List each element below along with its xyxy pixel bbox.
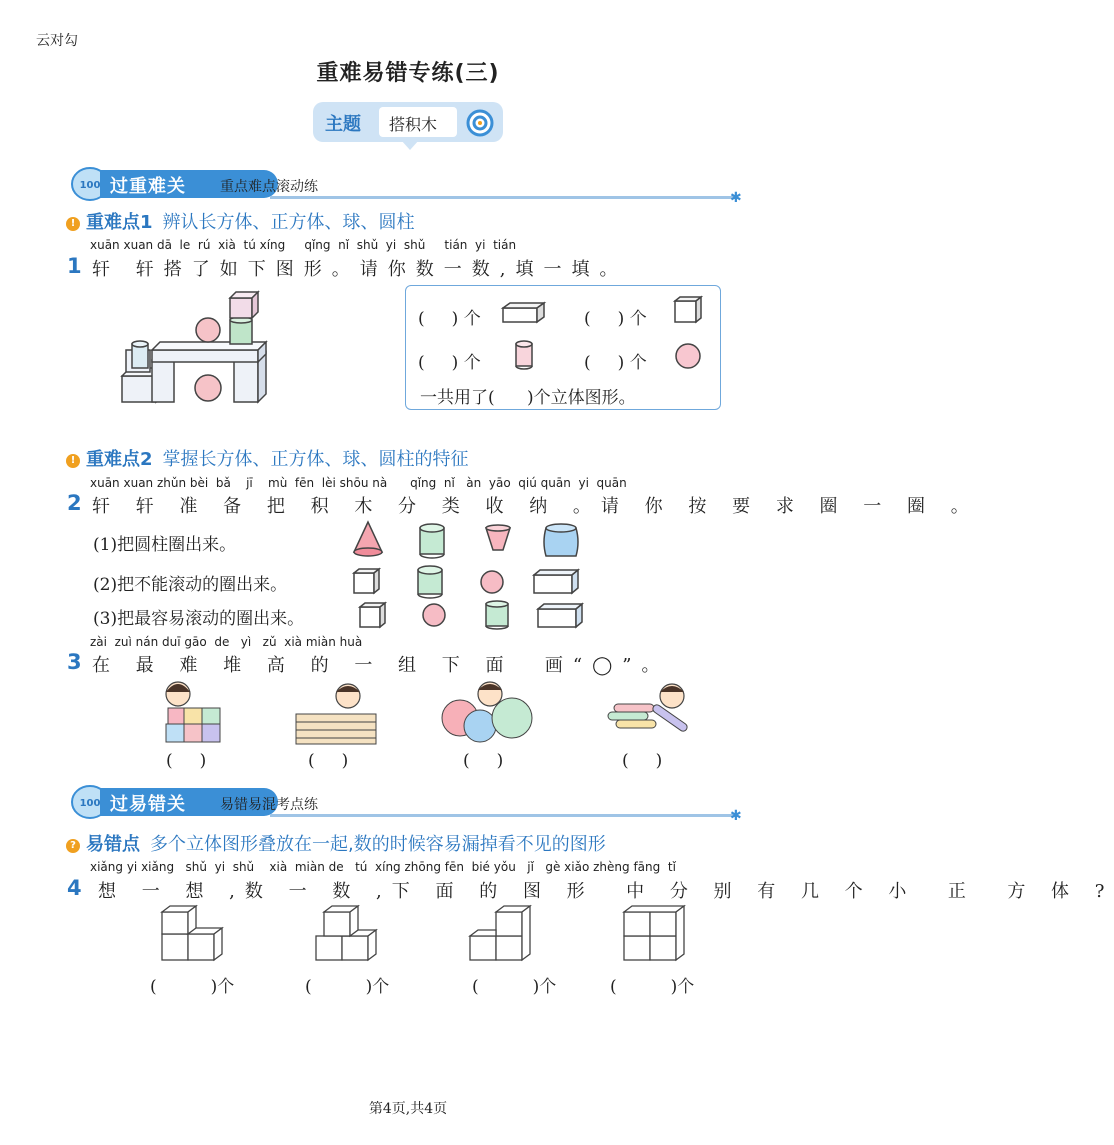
- topic-label: 主题: [325, 114, 361, 135]
- bullet-icon: !: [66, 454, 80, 468]
- key-point-1: [66, 208, 415, 234]
- ball-icon: [674, 342, 702, 370]
- answer-blank: ( ): [463, 751, 504, 771]
- shapes-row-2: [350, 562, 590, 598]
- answer-cuboid: ( ) 个: [418, 309, 481, 329]
- question-number: 1: [67, 254, 82, 278]
- question-text: 轩 轩搭了如下图形。请你数一数,填一填。: [92, 259, 628, 280]
- sub-question-1: (1)把圆柱圈出来。: [93, 535, 237, 555]
- page-footer: 第4页,共4页: [368, 1101, 448, 1117]
- topic-tail: [401, 140, 419, 150]
- cylinder-icon: [514, 340, 534, 370]
- stacking-pictures: [150, 678, 710, 748]
- shapes-row-1: [350, 520, 590, 560]
- section-header-key: [70, 168, 750, 204]
- section-divider: [270, 814, 738, 817]
- svg-text:100: 100: [79, 798, 101, 809]
- topic-value: 搭积木: [389, 115, 438, 134]
- answer-ball: ( ) 个: [584, 353, 647, 373]
- answer-blank: ( )个: [610, 977, 695, 997]
- point-label: 易错点: [86, 834, 140, 855]
- answer-blank: ( ): [622, 751, 663, 771]
- question-pinyin: zài zuì nán duī gāo de yì zǔ xià miàn huà: [90, 635, 363, 649]
- cube-icon: [674, 296, 702, 324]
- star-icon: ✱: [730, 808, 742, 824]
- answer-cylinder: ( ) 个: [418, 353, 481, 373]
- target-icon: [465, 108, 495, 138]
- point-label: 重难点1: [86, 212, 153, 233]
- sub-question-2: (2)把不能滚动的圈出来。: [93, 575, 288, 595]
- answer-blank: ( ): [166, 751, 207, 771]
- section-divider: [270, 196, 738, 199]
- section-name: 过易错关: [110, 794, 186, 815]
- sub-question-3: (3)把最容易滚动的圈出来。: [93, 609, 305, 629]
- brand-name: 云对勾: [36, 33, 78, 49]
- question-pinyin: xuān xuan zhǔn bèi bǎ jī mù fēn lèi shōu nà qǐng nǐ àn yāo qiú quān yi quān: [90, 476, 627, 490]
- answer-blank: ( ): [308, 751, 349, 771]
- section-name: 过重难关: [110, 176, 186, 197]
- point-label: 重难点2: [86, 449, 153, 470]
- question-number: 3: [67, 650, 82, 674]
- bullet-icon: ?: [66, 839, 80, 853]
- question-pinyin: xiǎng yi xiǎng shǔ yi shǔ xià miàn de tú xíng zhōng fēn bié yǒu jǐ gè xiǎo zhèng fāng tǐ: [90, 860, 676, 874]
- answer-box: [405, 285, 721, 410]
- answer-blank: ( )个: [305, 977, 390, 997]
- question-number: 2: [67, 491, 82, 515]
- answer-blank: ( )个: [472, 977, 557, 997]
- point-desc: 多个立体图形叠放在一起,数的时候容易漏掉看不见的图形: [150, 834, 606, 855]
- section-header-error: [70, 786, 750, 822]
- key-point-2: [66, 445, 469, 471]
- section-subtitle: 易错易混考点练: [220, 797, 318, 813]
- answer-blank: ( )个: [150, 977, 235, 997]
- question-text: 轩 轩 准 备 把 积 木 分 类 收 纳 。请 你 按 要 求 圈 一 圈 。: [92, 496, 979, 517]
- point-desc: 掌握长方体、正方体、球、圆柱的特征: [162, 449, 469, 470]
- topic-banner: [313, 102, 503, 142]
- answer-cube: ( ) 个: [584, 309, 647, 329]
- question-number: 4: [67, 876, 82, 900]
- cube-stacks: [158, 902, 698, 964]
- question-pinyin: xuān xuan dā le rú xià tú xíng qǐng nǐ shǔ yi shǔ tián yi tián: [90, 238, 517, 252]
- answer-total: 一共用了( )个立体图形。: [420, 388, 636, 408]
- svg-text:100: 100: [79, 180, 101, 191]
- star-icon: ✱: [730, 190, 742, 206]
- cuboid-icon: [502, 302, 546, 324]
- question-text: 想 一 想 ,数 一 数 ,下 面 的 图 形 中 分 别 有 几 个 小 正 方 体 ?: [98, 881, 1114, 902]
- section-subtitle: 重点难点滚动练: [220, 179, 318, 195]
- bullet-icon: !: [66, 217, 80, 231]
- error-point: [66, 830, 606, 856]
- page-title: 重难易错专练(三): [316, 61, 500, 86]
- block-figure: [118, 290, 273, 408]
- question-text: 在 最 难 堆 高 的 一 组 下 面 画“◯”。: [92, 655, 670, 676]
- point-desc: 辨认长方体、正方体、球、圆柱: [162, 212, 415, 233]
- shapes-row-3: [356, 596, 596, 632]
